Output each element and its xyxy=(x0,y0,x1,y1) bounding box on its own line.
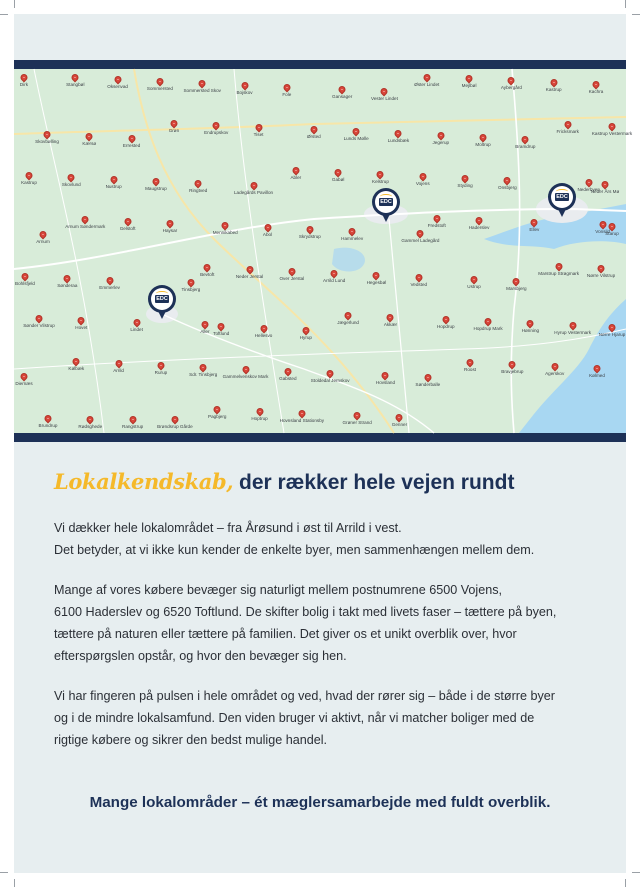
place-label: Jægerlund xyxy=(337,319,359,325)
place-label: Emmerlev xyxy=(99,284,120,290)
intro-paragraph xyxy=(54,517,594,561)
map-frame xyxy=(14,60,633,442)
place-label: Vonsild xyxy=(595,229,611,235)
place-label: Roost xyxy=(464,367,477,373)
place-label: Errested xyxy=(122,142,141,148)
place-label: Gabsted xyxy=(279,376,297,382)
place-label: Agerskov xyxy=(545,371,565,377)
place-label: Bojskov xyxy=(236,90,253,95)
place-label: Hopdrup Mark xyxy=(473,325,503,331)
road xyxy=(34,69,104,433)
place-label: Gabøl xyxy=(331,177,345,183)
place-label: Øster Lindet xyxy=(414,82,440,87)
paragraph-line: tættere på naturen eller tættere på familien. Det giver os et unikt overblik over, hvor xyxy=(54,627,517,641)
knowledge-paragraph xyxy=(54,685,594,751)
place-label: Kelstrup xyxy=(372,179,389,185)
place-label: Haysar xyxy=(162,228,178,234)
place-label: Diernæs xyxy=(15,381,33,387)
place-label: Oksenvad xyxy=(107,84,128,89)
paragraph-line: rigtige købere og sikrer den bedst mulige handel. xyxy=(54,733,328,747)
place-label: Mejlbøl xyxy=(461,83,477,88)
place-label: Akkær xyxy=(383,321,398,327)
heading-rest: der rækker hele vejen rundt xyxy=(233,471,515,494)
paragraph-line: Det betyder, at vi ikke kun kender de enkelte byer, men sammenhængen mellem dem. xyxy=(54,543,535,557)
place-label: Rangstrup xyxy=(122,424,144,429)
place-label: Tinsbjerg xyxy=(181,286,201,292)
place-label: Nørre Hjarup xyxy=(598,331,626,337)
place-label: Arnum xyxy=(36,239,50,245)
place-label: Stoldedal Jernskov xyxy=(310,378,350,384)
place-label: Bramdrup xyxy=(515,143,536,149)
place-label: Ellev xyxy=(529,227,540,233)
place-label: Starup xyxy=(605,231,619,237)
place-label: Ustrup xyxy=(467,283,481,289)
place-label: Lindet xyxy=(130,326,143,332)
place-label: Hoptrup xyxy=(251,416,268,421)
place-label: Kærsø xyxy=(82,140,97,146)
place-label: Hyrup Vestermark xyxy=(554,329,592,335)
edc-office-pin-icon xyxy=(372,188,400,224)
place-label: Abler xyxy=(290,175,302,181)
place-label: Tiset xyxy=(253,131,264,137)
place-label: Fole xyxy=(282,92,292,97)
place-label: Nederbyen xyxy=(577,187,600,193)
place-label: Abol xyxy=(262,232,273,238)
place-label: Moltrup xyxy=(475,141,491,147)
place-label: Kastrup xyxy=(545,87,562,92)
crop-mark xyxy=(625,0,626,8)
place-label: Fredstoft xyxy=(427,223,446,229)
place-label: Neder Års Mø xyxy=(590,189,620,195)
place-label: Gelstoft xyxy=(119,226,136,232)
place-label: Grøner Strand xyxy=(342,420,372,425)
paragraph-line: 6100 Haderslev og 6520 Toftlund. De skifter bolig i takt med livets faser – tættere på byen, xyxy=(54,605,557,619)
crop-mark xyxy=(625,879,626,887)
crop-mark xyxy=(0,14,8,15)
edc-logo-text: EDC xyxy=(556,194,568,200)
place-label: Neder Jerstal xyxy=(235,273,264,279)
place-label: Bravjebrup xyxy=(501,369,524,375)
crop-mark xyxy=(14,0,15,8)
place-label: Hyrup xyxy=(299,334,312,340)
place-label: Fricksmark xyxy=(556,128,579,134)
road xyxy=(511,69,519,433)
heading-script-word: Lokalkendskab, xyxy=(54,469,234,494)
place-label: Marsbjerg xyxy=(506,285,527,291)
place-label: Arrild Lund xyxy=(323,277,346,283)
place-label: Lundsbæk xyxy=(387,137,410,143)
place-label: Sønder Vilstrup xyxy=(23,322,55,328)
place-label: Mennikabed xyxy=(212,230,238,236)
place-label: Onsbjerg xyxy=(498,185,517,191)
place-label: Ringtved xyxy=(189,188,208,194)
place-label: Kachra xyxy=(588,89,604,94)
crop-mark xyxy=(14,879,15,887)
place-label: Vedsted xyxy=(410,281,428,287)
paragraph-line: Vi dækker hele lokalområdet – fra Årøsund i øst til Arrild i vest. xyxy=(54,521,402,535)
place-label: Gammel Ladegård xyxy=(401,238,440,244)
place-label: Dirk xyxy=(19,82,29,87)
place-label: Gammelvenskov Mark xyxy=(222,374,269,380)
closing-statement: Mange lokalområder – ét mæglersamarbejde med fuldt overblik. xyxy=(89,794,551,811)
paragraph-line: efterspørgslen opstår, og hvor den bevæger sig hen. xyxy=(54,649,347,663)
edc-office-pin-icon xyxy=(148,285,176,321)
place-label: Ørsted xyxy=(306,133,321,139)
place-label: Kastrup Vestermark xyxy=(591,130,633,136)
place-label: Hovnsland Stationsby xyxy=(279,418,325,423)
place-label: Hønning xyxy=(521,327,540,333)
place-label: Bevtoft xyxy=(200,271,215,277)
place-label: Sdr. Tinsbjerg xyxy=(189,372,218,378)
road xyxy=(14,117,626,134)
place-label: Skovbølling xyxy=(35,138,59,144)
place-label: Brøndsrup Gårde xyxy=(157,424,193,429)
paragraph-line: Mange af vores købere bevæger sig naturligt mellem postnumrene 6500 Vojens, xyxy=(54,583,503,597)
place-label: Endrupskov xyxy=(204,129,229,135)
place-label: Arrild xyxy=(113,368,124,374)
place-label: Gansager xyxy=(332,94,353,99)
place-label: Hovet xyxy=(75,324,88,330)
place-label: Sommersted Skov xyxy=(183,88,221,93)
crop-mark xyxy=(0,872,8,873)
place-label: Nustrup xyxy=(105,184,122,190)
place-label: Hopdrup xyxy=(436,323,455,329)
place-label: Marstrup Strøgmark xyxy=(538,270,580,276)
place-label: Rurup xyxy=(154,370,168,376)
edc-office-pin-icon xyxy=(548,183,576,219)
place-label: Aybergård xyxy=(500,85,522,90)
place-label: Haderslev xyxy=(468,225,490,231)
place-label: Over Jerstal xyxy=(279,275,305,281)
place-label: Genner xyxy=(391,422,408,427)
place-label: Arnum Søndermark xyxy=(65,224,106,230)
buyers-paragraph xyxy=(54,579,594,667)
paragraph-line: og i de mindre lokalsamfund. Den viden bruger vi aktivt, når vi matcher boliger med de xyxy=(54,711,535,725)
place-label: Maugstrup xyxy=(145,186,167,192)
crop-mark xyxy=(632,14,640,15)
edc-logo-text: EDC xyxy=(380,199,392,205)
edc-logo-text: EDC xyxy=(156,296,168,302)
place-label: Sønderaa xyxy=(57,282,78,288)
section-heading xyxy=(54,469,514,495)
place-label: Skrydstrup xyxy=(298,234,321,240)
place-label: Hammelev xyxy=(341,236,364,242)
place-label: Hegesbøl xyxy=(366,279,387,285)
place-label: Kølbæk xyxy=(68,366,85,372)
sea-water xyxy=(519,299,626,433)
place-label: Rødsghede xyxy=(78,424,103,429)
place-label: Vester Lindet xyxy=(371,96,398,101)
place-label: Jegerup xyxy=(432,139,450,145)
place-label: Brundrup xyxy=(38,423,58,428)
paragraph-line: Vi har fingeren på pulsen i hele området og ved, hvad der rører sig – både i de større byer xyxy=(54,689,555,703)
place-label: Grøn xyxy=(168,127,180,133)
place-label: Stangbøl xyxy=(66,82,85,87)
lake-water xyxy=(332,248,365,272)
crop-mark xyxy=(632,872,640,873)
place-label: Hovsland xyxy=(375,380,396,386)
area-map xyxy=(14,69,633,433)
place-label: Sønderballe xyxy=(415,382,441,388)
place-label: Pagbjerg xyxy=(208,414,227,419)
place-label: Vojens xyxy=(415,181,430,187)
place-label: Hellesvo xyxy=(254,332,273,338)
place-label: Bohlsfjeld xyxy=(15,280,35,286)
place-label: Toftlund xyxy=(213,330,230,336)
place-label: Aller xyxy=(200,328,210,334)
place-label: Ladegårds Pavillon xyxy=(233,190,274,196)
place-label: Skovlund xyxy=(61,182,81,188)
place-label: Kølmed xyxy=(589,373,605,379)
brochure-page xyxy=(14,14,633,873)
place-label: Kastrup xyxy=(21,180,37,186)
place-label: Lunds Mølle xyxy=(343,135,369,141)
place-label: Styding xyxy=(457,183,473,189)
place-label: Nørre Vilstrup xyxy=(586,272,616,278)
place-label: Sommersted xyxy=(146,86,173,91)
